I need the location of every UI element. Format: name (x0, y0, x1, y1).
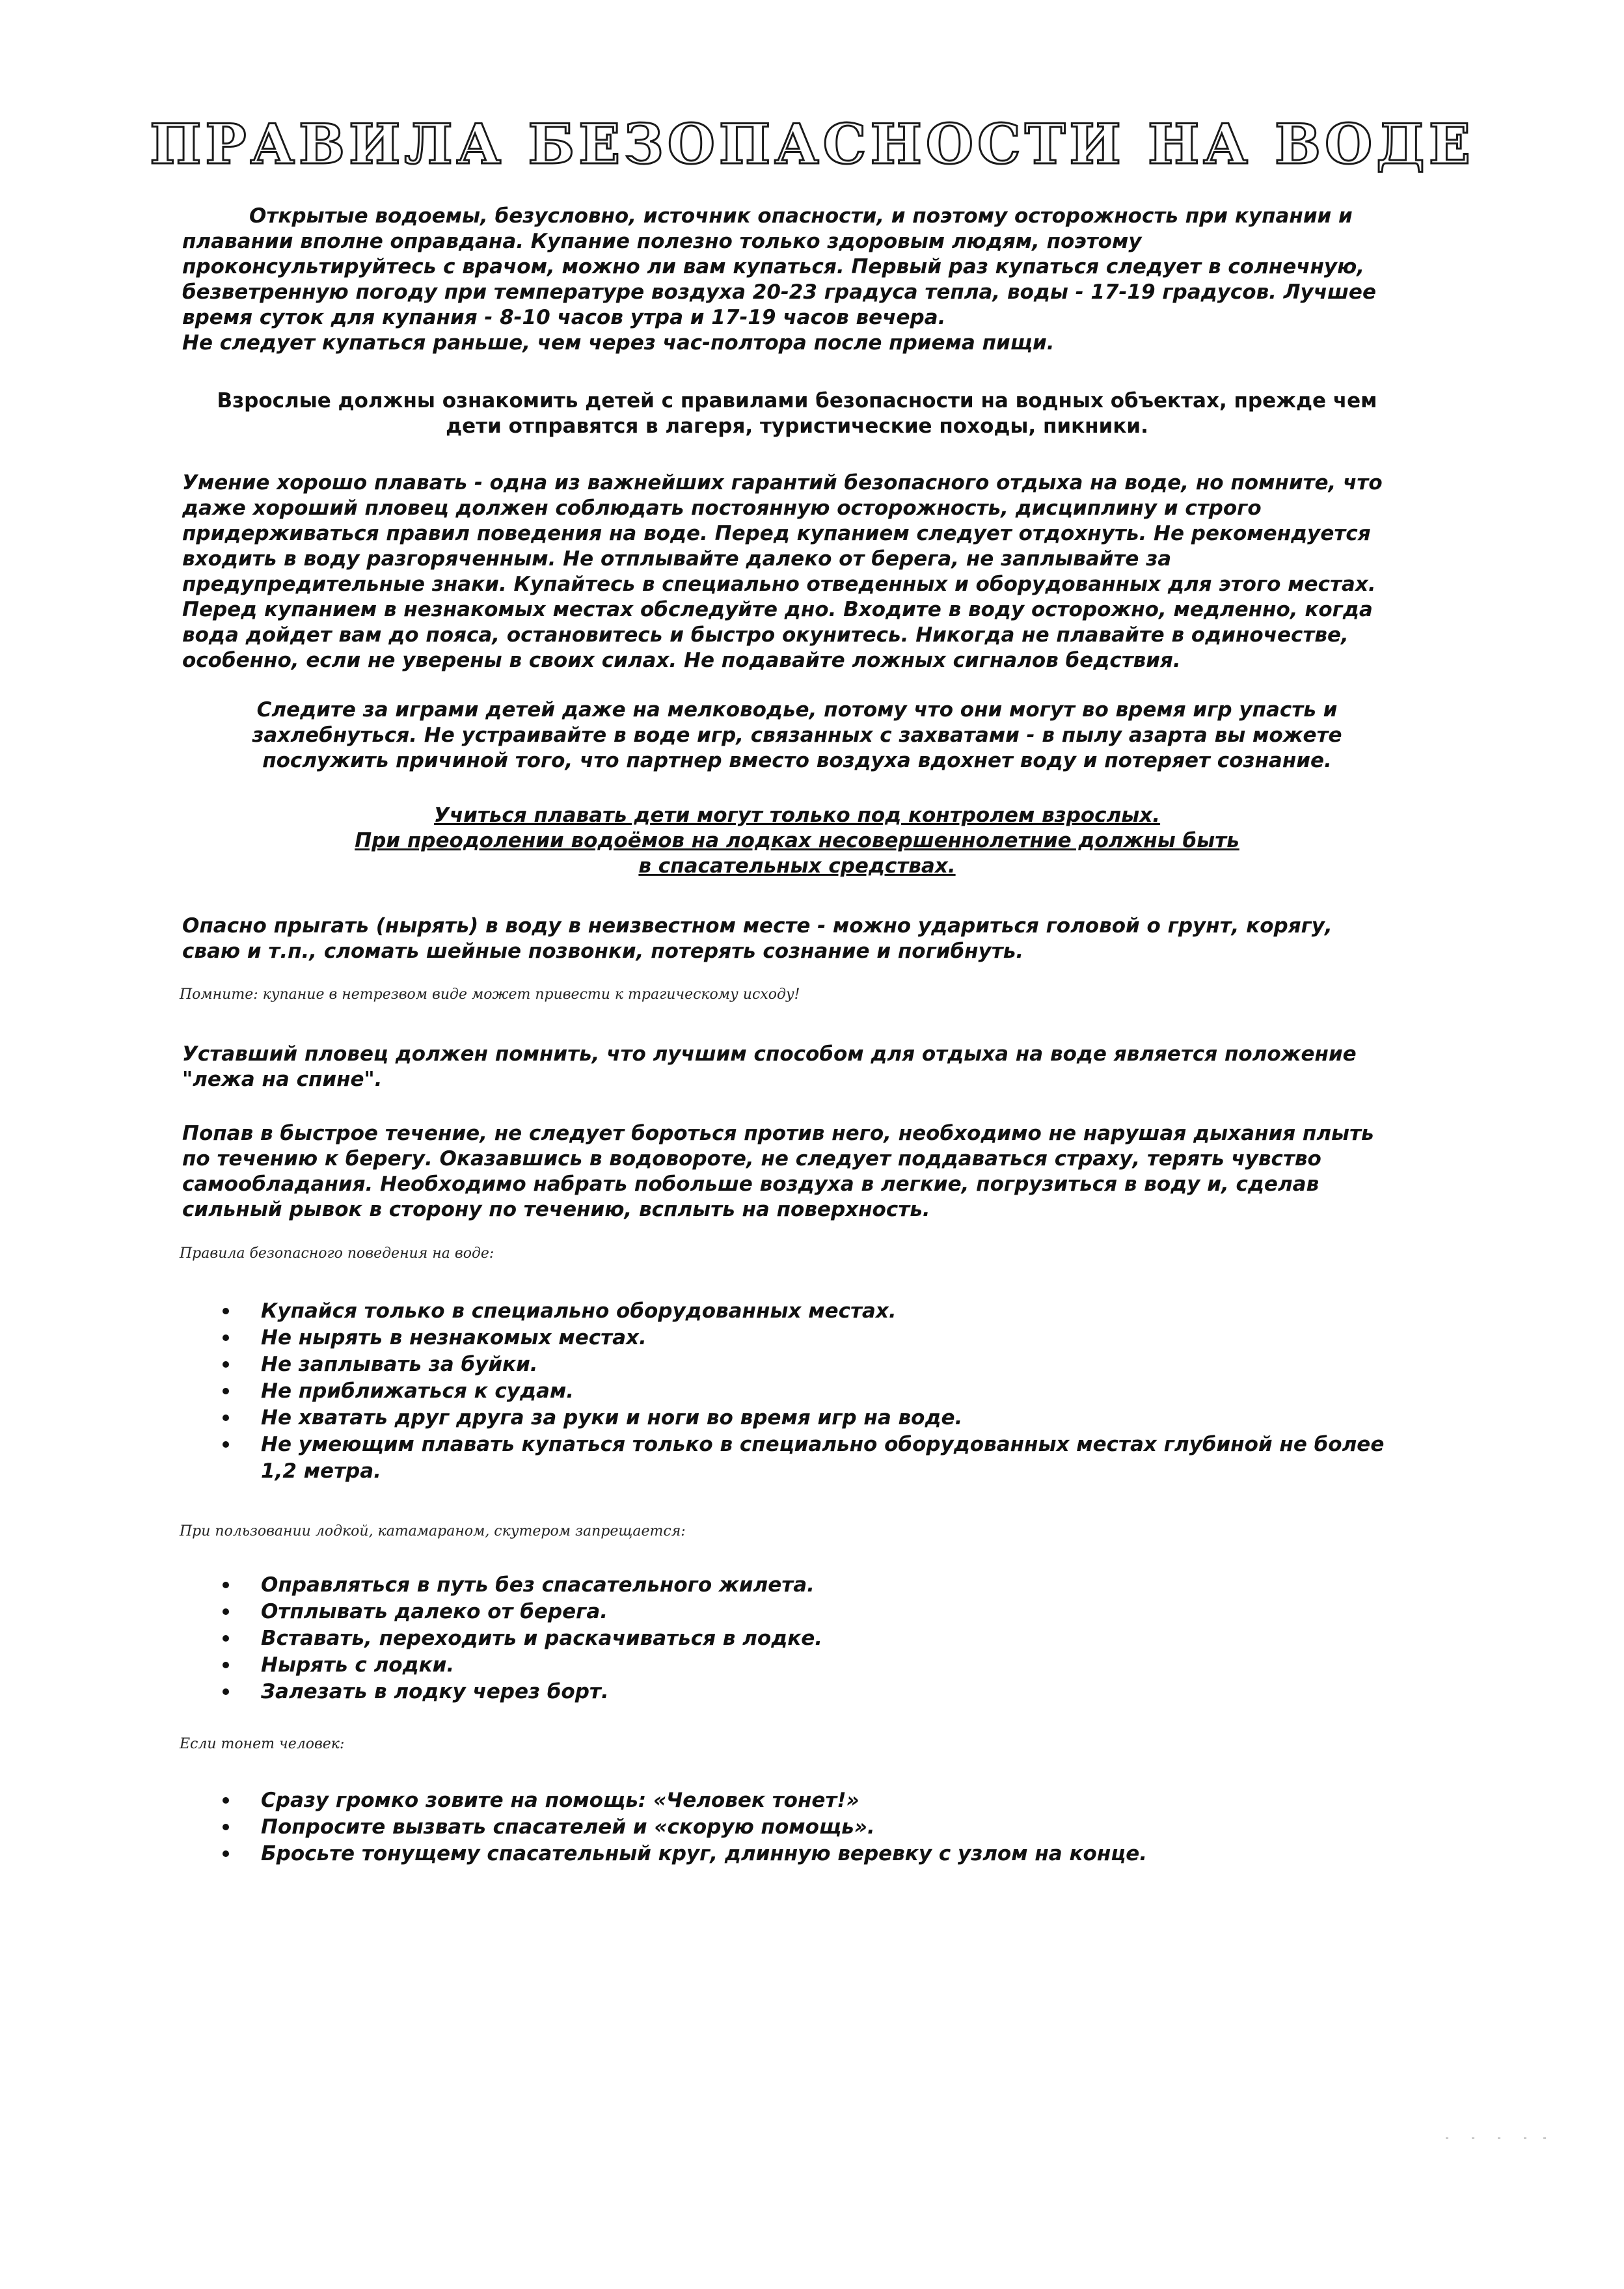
list-item (223, 1572, 822, 1599)
drowning-list (223, 1787, 1147, 1867)
intro-line: время суток для купания - 8-10 часов утра и 17-19 часов вечера. (182, 306, 946, 329)
swimming-line: Перед купанием в незнакомых местах обследуйте дно. Входите в воду осторожно, медленно, когда (182, 598, 1373, 621)
tired-paragraph (182, 1042, 1357, 1092)
swimming-paragraph (182, 470, 1383, 673)
swimming-line: входить в воду разгоряченным. Не отплывайте далеко от берега, не заплывайте за (182, 547, 1172, 571)
scan-speck (1446, 2137, 1448, 2139)
bullet-icon (223, 1361, 229, 1368)
bullet-icon (223, 1388, 229, 1394)
list-item-text: Бросьте тонущему спасательный круг, длинную веревку с узлом на конце. (261, 1842, 1148, 1865)
list-item (223, 1325, 1384, 1351)
bullet-icon (223, 1415, 229, 1421)
games-line: послужить причиной того, что партнер вместо воздуха вдохнет воду и потеряет сознание. (262, 749, 1332, 772)
bullet-icon (223, 1688, 229, 1695)
bullet-icon (223, 1308, 229, 1314)
list-item-text: Вставать, переходить и раскачиваться в лодке. (261, 1627, 823, 1650)
intro-line: плавании вполне оправдана. Купание полезно только здоровым людям, поэтому (182, 230, 1142, 253)
drowning-heading: Если тонет человек: (180, 1736, 345, 1752)
bullet-icon (223, 1334, 229, 1341)
bullet-icon (223, 1662, 229, 1668)
underlined-line: При преодолении водоёмов на лодках несовершеннолетние должны быть (355, 829, 1239, 852)
underlined-warning (163, 803, 1431, 879)
list-item-text: Не приближаться к судам. (261, 1379, 575, 1403)
list-item (223, 1378, 1384, 1405)
games-paragraph (163, 698, 1431, 774)
diving-paragraph (182, 914, 1333, 964)
boat-heading: При пользовании лодкой, катамараном, скутером запрещается: (180, 1523, 686, 1539)
intro-line: проконсультируйтесь с врачом, можно ли вам купаться. Первый раз купаться следует в солнечную, (182, 255, 1365, 278)
swimming-line: придерживаться правил поведения на воде. Перед купанием следует отдохнуть. Не рекомендуется (182, 522, 1371, 545)
scan-speck (1498, 2137, 1500, 2139)
tired-line: Уставший пловец должен помнить, что лучшим способом для отдыха на воде является положение (182, 1042, 1357, 1066)
intro-line: безветренную погоду при температуре воздуха 20-23 градуса тепла, воды - 17-19 градусов. Лучшее (182, 280, 1376, 304)
swimming-line: Умение хорошо плавать - одна из важнейших гарантий безопасного отдыха на воде, но помните, что (182, 471, 1383, 494)
scan-speck (1543, 2137, 1546, 2139)
games-line: Следите за играми детей даже на мелководье, потому что они могут во время игр упасть и (256, 698, 1338, 722)
bullet-icon (223, 1635, 229, 1642)
adults-line: дети отправятся в лагеря, туристические походы, пикники. (446, 414, 1148, 438)
swimming-line: даже хороший пловец должен соблюдать постоянную осторожность, дисциплину и строго (182, 496, 1262, 520)
tired-line: "лежа на спине". (182, 1068, 383, 1091)
list-item (223, 1405, 1384, 1431)
page-title: ПРАВИЛА БЕЗОПАСНОСТИ НА ВОДЕ (150, 112, 1474, 176)
bullet-icon (223, 1582, 229, 1588)
current-line: Попав в быстрое течение, не следует бороться против него, необходимо не нарушая дыхания плыть (182, 1122, 1374, 1145)
scan-speck (1524, 2137, 1526, 2139)
games-line: захлебнуться. Не устраивайте в воде игр, связанных с захватами - в пылу азарта вы можете (252, 724, 1342, 747)
list-item (223, 1841, 1147, 1867)
list-item (223, 1351, 1384, 1378)
boat-list (223, 1572, 822, 1705)
list-item (223, 1679, 822, 1705)
bullet-icon (223, 1608, 229, 1615)
current-paragraph (182, 1121, 1374, 1223)
current-line: по течению к берегу. Оказавшись в водовороте, не следует поддаваться страху, терять чувство (182, 1147, 1321, 1171)
bullet-icon (223, 1441, 229, 1448)
remember-note: Помните: купание в нетрезвом виде может привести к трагическому исходу! (180, 986, 800, 1003)
current-line: сильный рывок в сторону по течению, всплыть на поверхность. (182, 1198, 930, 1221)
list-item-text: Сразу громко зовите на помощь: «Человек тонет!» (261, 1789, 859, 1812)
list-item (223, 1652, 822, 1679)
list-item (223, 1599, 822, 1625)
diving-line: сваю и т.п., сломать шейные позвонки, потерять сознание и погибнуть. (182, 940, 1024, 963)
bullet-icon (223, 1797, 229, 1804)
swimming-line: вода дойдет вам до пояса, остановитесь и быстро окунитесь. Никогда не плавайте в одиночестве, (182, 623, 1349, 647)
list-item-text: Залезать в лодку через борт. (261, 1680, 609, 1703)
adults-line: Взрослые должны ознакомить детей с правилами безопасности на водных объектах, прежде чем (217, 389, 1377, 413)
rules-list (223, 1298, 1384, 1485)
rules-heading: Правила безопасного поведения на воде: (180, 1245, 494, 1262)
bullet-icon (223, 1850, 229, 1857)
list-item-text: Попросите вызвать спасателей и «скорую помощь». (261, 1815, 875, 1839)
bullet-icon (223, 1824, 229, 1830)
list-item-text: Не умеющим плавать купаться только в специально оборудованных местах глубиной не более (261, 1433, 1385, 1456)
scan-speck (1472, 2137, 1474, 2139)
list-item-text: Не нырять в незнакомых местах. (261, 1326, 647, 1349)
underlined-line: Учиться плавать дети могут только под контролем взрослых. (433, 804, 1161, 827)
intro-line: Не следует купаться раньше, чем через час-полтора после приема пищи. (182, 331, 1055, 355)
list-item-text: Оправляться в путь без спасательного жилета. (261, 1573, 815, 1597)
list-item-text: Нырять с лодки. (261, 1653, 455, 1677)
adults-paragraph (163, 388, 1431, 439)
current-line: самообладания. Необходимо набрать побольше воздуха в легкие, погрузиться в воду и, сделав (182, 1172, 1320, 1196)
list-item (223, 1625, 822, 1652)
diving-line: Опасно прыгать (нырять) в воду в неизвестном месте - можно удариться головой о грунт, корягу, (182, 914, 1333, 938)
list-item (223, 1298, 1384, 1325)
list-item-text: Не заплывать за буйки. (261, 1353, 538, 1376)
list-item (223, 1814, 1147, 1841)
intro-paragraph (182, 204, 1376, 356)
list-item-text: Купайся только в специально оборудованных местах. (261, 1299, 897, 1323)
list-item-text: 1,2 метра. (261, 1459, 381, 1483)
list-item (223, 1431, 1384, 1458)
swimming-line: особенно, если не уверены в своих силах. Не подавайте ложных сигналов бедствия. (182, 649, 1181, 672)
swimming-line: предупредительные знаки. Купайтесь в специально отведенных и оборудованных для этого местах. (182, 573, 1376, 596)
underlined-line: в спасательных средствах. (638, 854, 956, 878)
list-item-text: Не хватать друг друга за руки и ноги во время игр на воде. (261, 1406, 963, 1429)
list-item-text: Отплывать далеко от берега. (261, 1600, 608, 1623)
list-item (223, 1787, 1147, 1814)
intro-line: Открытые водоемы, безусловно, источник опасности, и поэтому осторожность при купании и (249, 204, 1353, 228)
list-item-continuation (223, 1458, 1384, 1485)
